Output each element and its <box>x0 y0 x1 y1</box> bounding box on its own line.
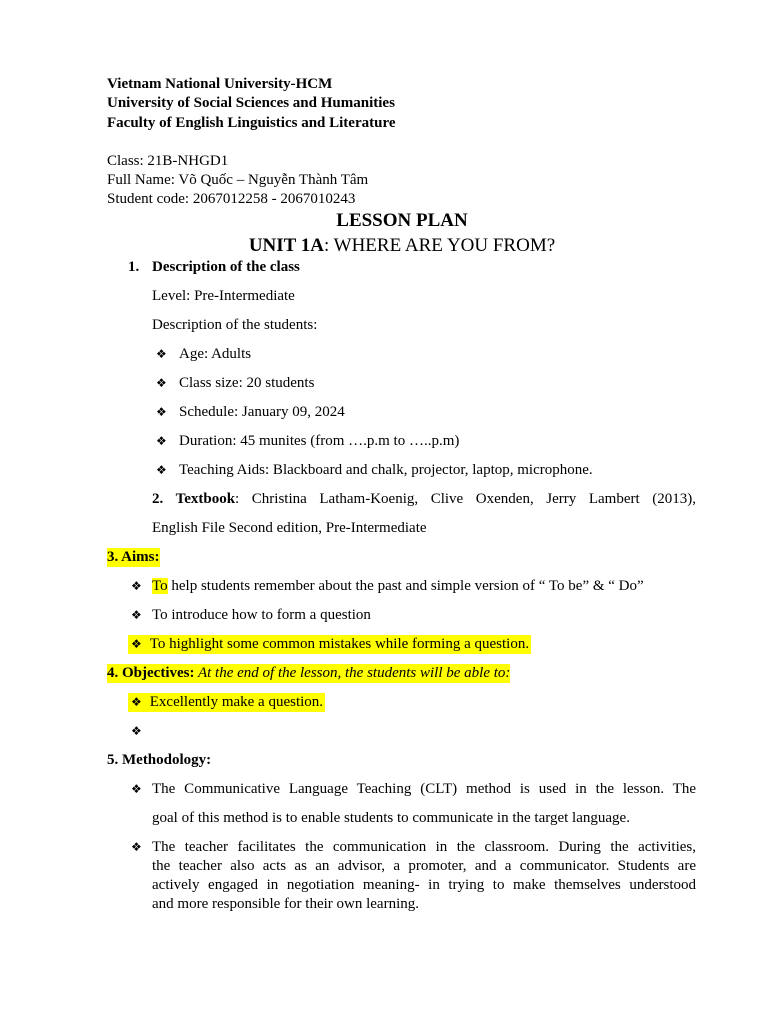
bullet-icon: ❖ <box>131 724 142 738</box>
students-description-label: Description of the students: <box>152 317 318 333</box>
methodology-p1-line2: goal of this method is to enable students to communicate in the target language. <box>152 810 630 826</box>
bullet-icon: ❖ <box>156 405 167 419</box>
methodology-p2-line4: and more responsible for their own learning. <box>152 896 420 912</box>
objectives-subtitle: At the end of the lesson, the students will be able to: <box>194 665 511 681</box>
unit-title <box>0 236 768 255</box>
student-item: Schedule: January 09, 2024 <box>179 404 345 420</box>
aim-text: To highlight some common mistakes while forming a question. <box>149 636 530 652</box>
methodology-p2-line1: The teacher facilitates the communication in the classroom. During the activities, <box>152 839 696 855</box>
aim-item <box>152 577 644 596</box>
student-item: Age: Adults <box>179 346 252 362</box>
objective-text: Excellently make a question. <box>149 694 324 710</box>
faculty-name: Faculty of English Linguistics and Literature <box>107 115 396 131</box>
aims-heading: 3. Aims: <box>107 549 160 565</box>
class-level: Level: Pre-Intermediate <box>152 288 295 304</box>
lesson-plan-title: LESSON PLAN <box>336 210 468 231</box>
objectives-heading-line <box>107 664 510 683</box>
aim-item: To introduce how to form a question <box>152 607 371 623</box>
class-info: Class: 21B-NHGD1 <box>107 153 229 169</box>
objectives-heading: 4. Objectives: <box>107 665 195 681</box>
bullet-icon: ❖ <box>156 463 167 477</box>
aim-highlight: To <box>152 578 168 594</box>
textbook-details: : Christina Latham-Koenig, Clive Oxenden, Jerry Lambert (2013), <box>235 491 696 507</box>
student-code: Student code: 2067012258 - 2067010243 <box>107 191 356 207</box>
aim-text: help students remember about the past and simple version of “ To be” & “ Do” <box>167 578 644 594</box>
student-item: Duration: 45 munites (from ….p.m to …..p.m) <box>179 433 460 449</box>
textbook-label: 2. Textbook <box>152 491 236 507</box>
unit-number: UNIT 1A <box>248 235 324 256</box>
full-name: Full Name: Võ Quốc – Nguyễn Thành Tâm <box>107 172 369 188</box>
student-item: Class size: 20 students <box>179 375 315 391</box>
bullet-icon: ❖ <box>131 840 142 854</box>
bullet-icon: ❖ <box>156 376 167 390</box>
bullet-icon: ❖ <box>131 695 142 709</box>
school-name: University of Social Sciences and Humanities <box>107 95 395 111</box>
section1-heading: Description of the class <box>152 259 300 275</box>
methodology-p2-line2: the teacher also acts as an advisor, a promoter, and a communicator. Students are <box>152 858 696 874</box>
methodology-p2-line3: actively engaged in negotiation meaning- in trying to make themselves understood <box>152 877 696 893</box>
textbook-edition: English File Second edition, Pre-Intermediate <box>152 520 427 536</box>
section1-number: 1. <box>128 259 140 275</box>
bullet-icon: ❖ <box>131 579 142 593</box>
methodology-p1-line1: The Communicative Language Teaching (CLT) method is used in the lesson. The <box>152 781 696 797</box>
student-item: Teaching Aids: Blackboard and chalk, projector, laptop, microphone. <box>179 462 593 478</box>
textbook-line <box>152 490 696 509</box>
methodology-heading: 5. Methodology: <box>107 752 212 768</box>
aim-item-highlighted <box>128 635 531 654</box>
university-name: Vietnam National University-HCM <box>107 76 333 92</box>
bullet-icon: ❖ <box>156 434 167 448</box>
objective-item <box>128 693 325 712</box>
bullet-icon: ❖ <box>131 637 142 651</box>
unit-name: : WHERE ARE YOU FROM? <box>323 235 556 256</box>
bullet-icon: ❖ <box>131 608 142 622</box>
bullet-icon: ❖ <box>131 782 142 796</box>
bullet-icon: ❖ <box>156 347 167 361</box>
